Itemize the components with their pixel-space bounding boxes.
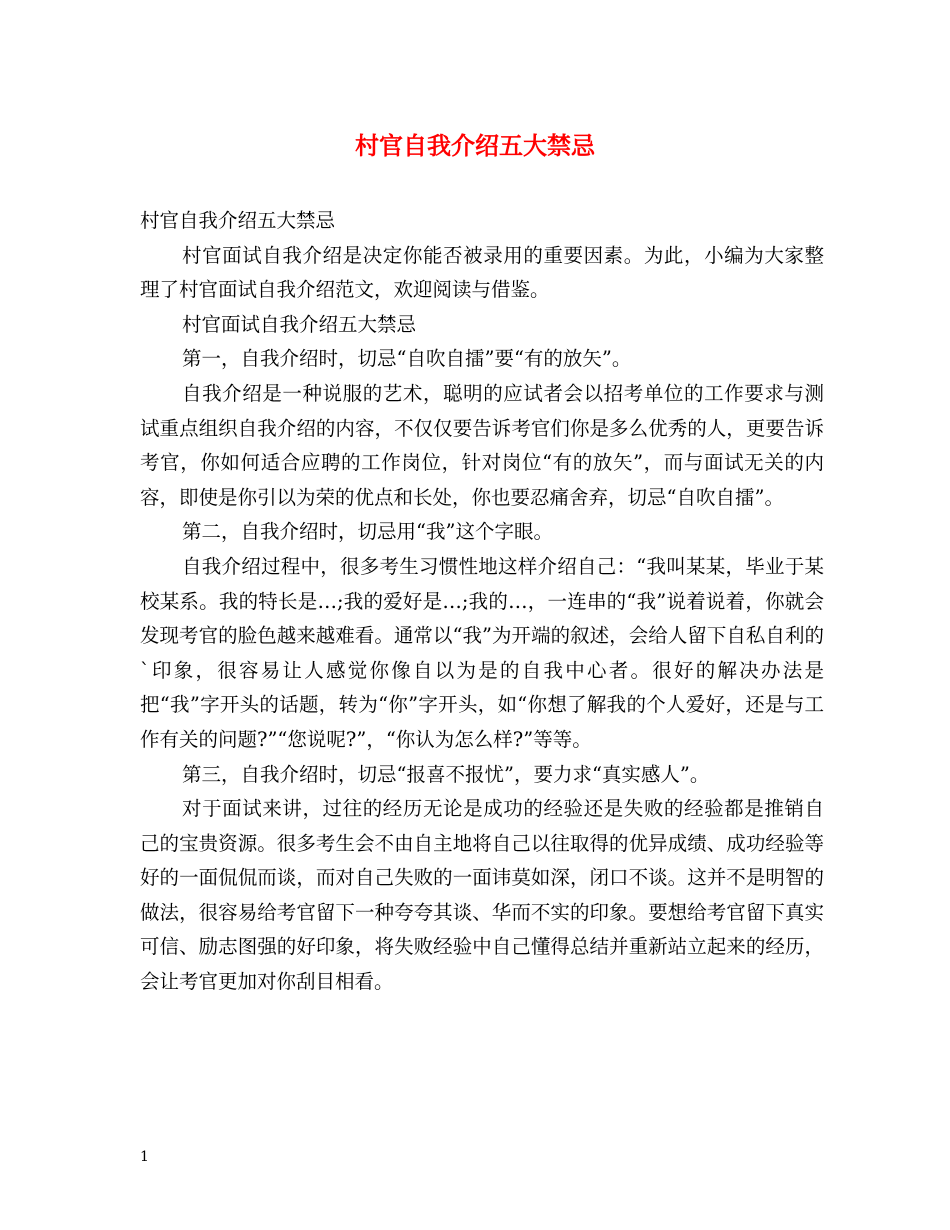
document-body — [140, 204, 824, 1000]
body-heading: 村官自我介绍五大禁忌 — [140, 209, 336, 232]
point-three-heading: 第三，自我介绍时，切忌“报喜不报忧”，要力求“真实感人”。 — [182, 762, 710, 786]
point-one-body: 自我介绍是一种说服的艺术，聪明的应试者会以招考单位的工作要求与测试重点组织自我介绍的内容，不仅仅要告诉考官们你是多么优秀的人，更要告诉考官，你如何适合应聘的工作岗位，针对岗位“有的放矢”，而与面试无关的内容，即使是你引以为荣的优点和长处，你也要忍痛舍弃，切忌“自吹自擂”。 — [140, 381, 824, 509]
page-number: 1 — [140, 1149, 149, 1165]
paragraph-intro: 村官面试自我介绍是决定你能否被录用的重要因素。为此，小编为大家整理了村官面试自我介绍范文，欢迎阅读与借鉴。 — [140, 243, 824, 302]
point-one-heading: 第一，自我介绍时，切忌“自吹自擂”要“有的放矢”。 — [182, 347, 632, 371]
point-two-body: 自我介绍过程中，很多考生习惯性地这样介绍自己：“我叫某某，毕业于某校某系。我的特长是…;我的爱好是…;我的…，一连串的“我”说着说着，你就会发现考官的脸色越来越难看。通常以“我”为开端的叙述，会给人留下自私自利的`印象，很容易让人感觉你像自以为是的自我中心者。很好的解决办法是把“我”字开头的话题，转为“你”字开头，如“你想了解我的个人爱好，还是与工作有关的问题?”“您说呢?”，“你认为怎么样?”等等。 — [140, 554, 824, 751]
section-heading: 村官面试自我介绍五大禁忌 — [182, 312, 417, 336]
point-two-heading: 第二，自我介绍时，切忌用“我”这个字眼。 — [182, 520, 553, 544]
point-three-body: 对于面试来讲，过往的经历无论是成功的经验还是失败的经验都是推销自己的宝贵资源。很多考生会不由自主地将自己以往取得的优异成绩、成功经验等好的一面侃侃而谈，而对自己失败的一面讳莫如深，闭口不谈。这并不是明智的做法，很容易给考官留下一种夸夸其谈、华而不实的印象。要想给考官留下真实可信、励志图强的好印象，将失败经验中自己懂得总结并重新站立起来的经历，会让考官更加对你刮目相看。 — [140, 797, 824, 994]
document-title: 村官自我介绍五大禁忌 — [355, 131, 595, 160]
